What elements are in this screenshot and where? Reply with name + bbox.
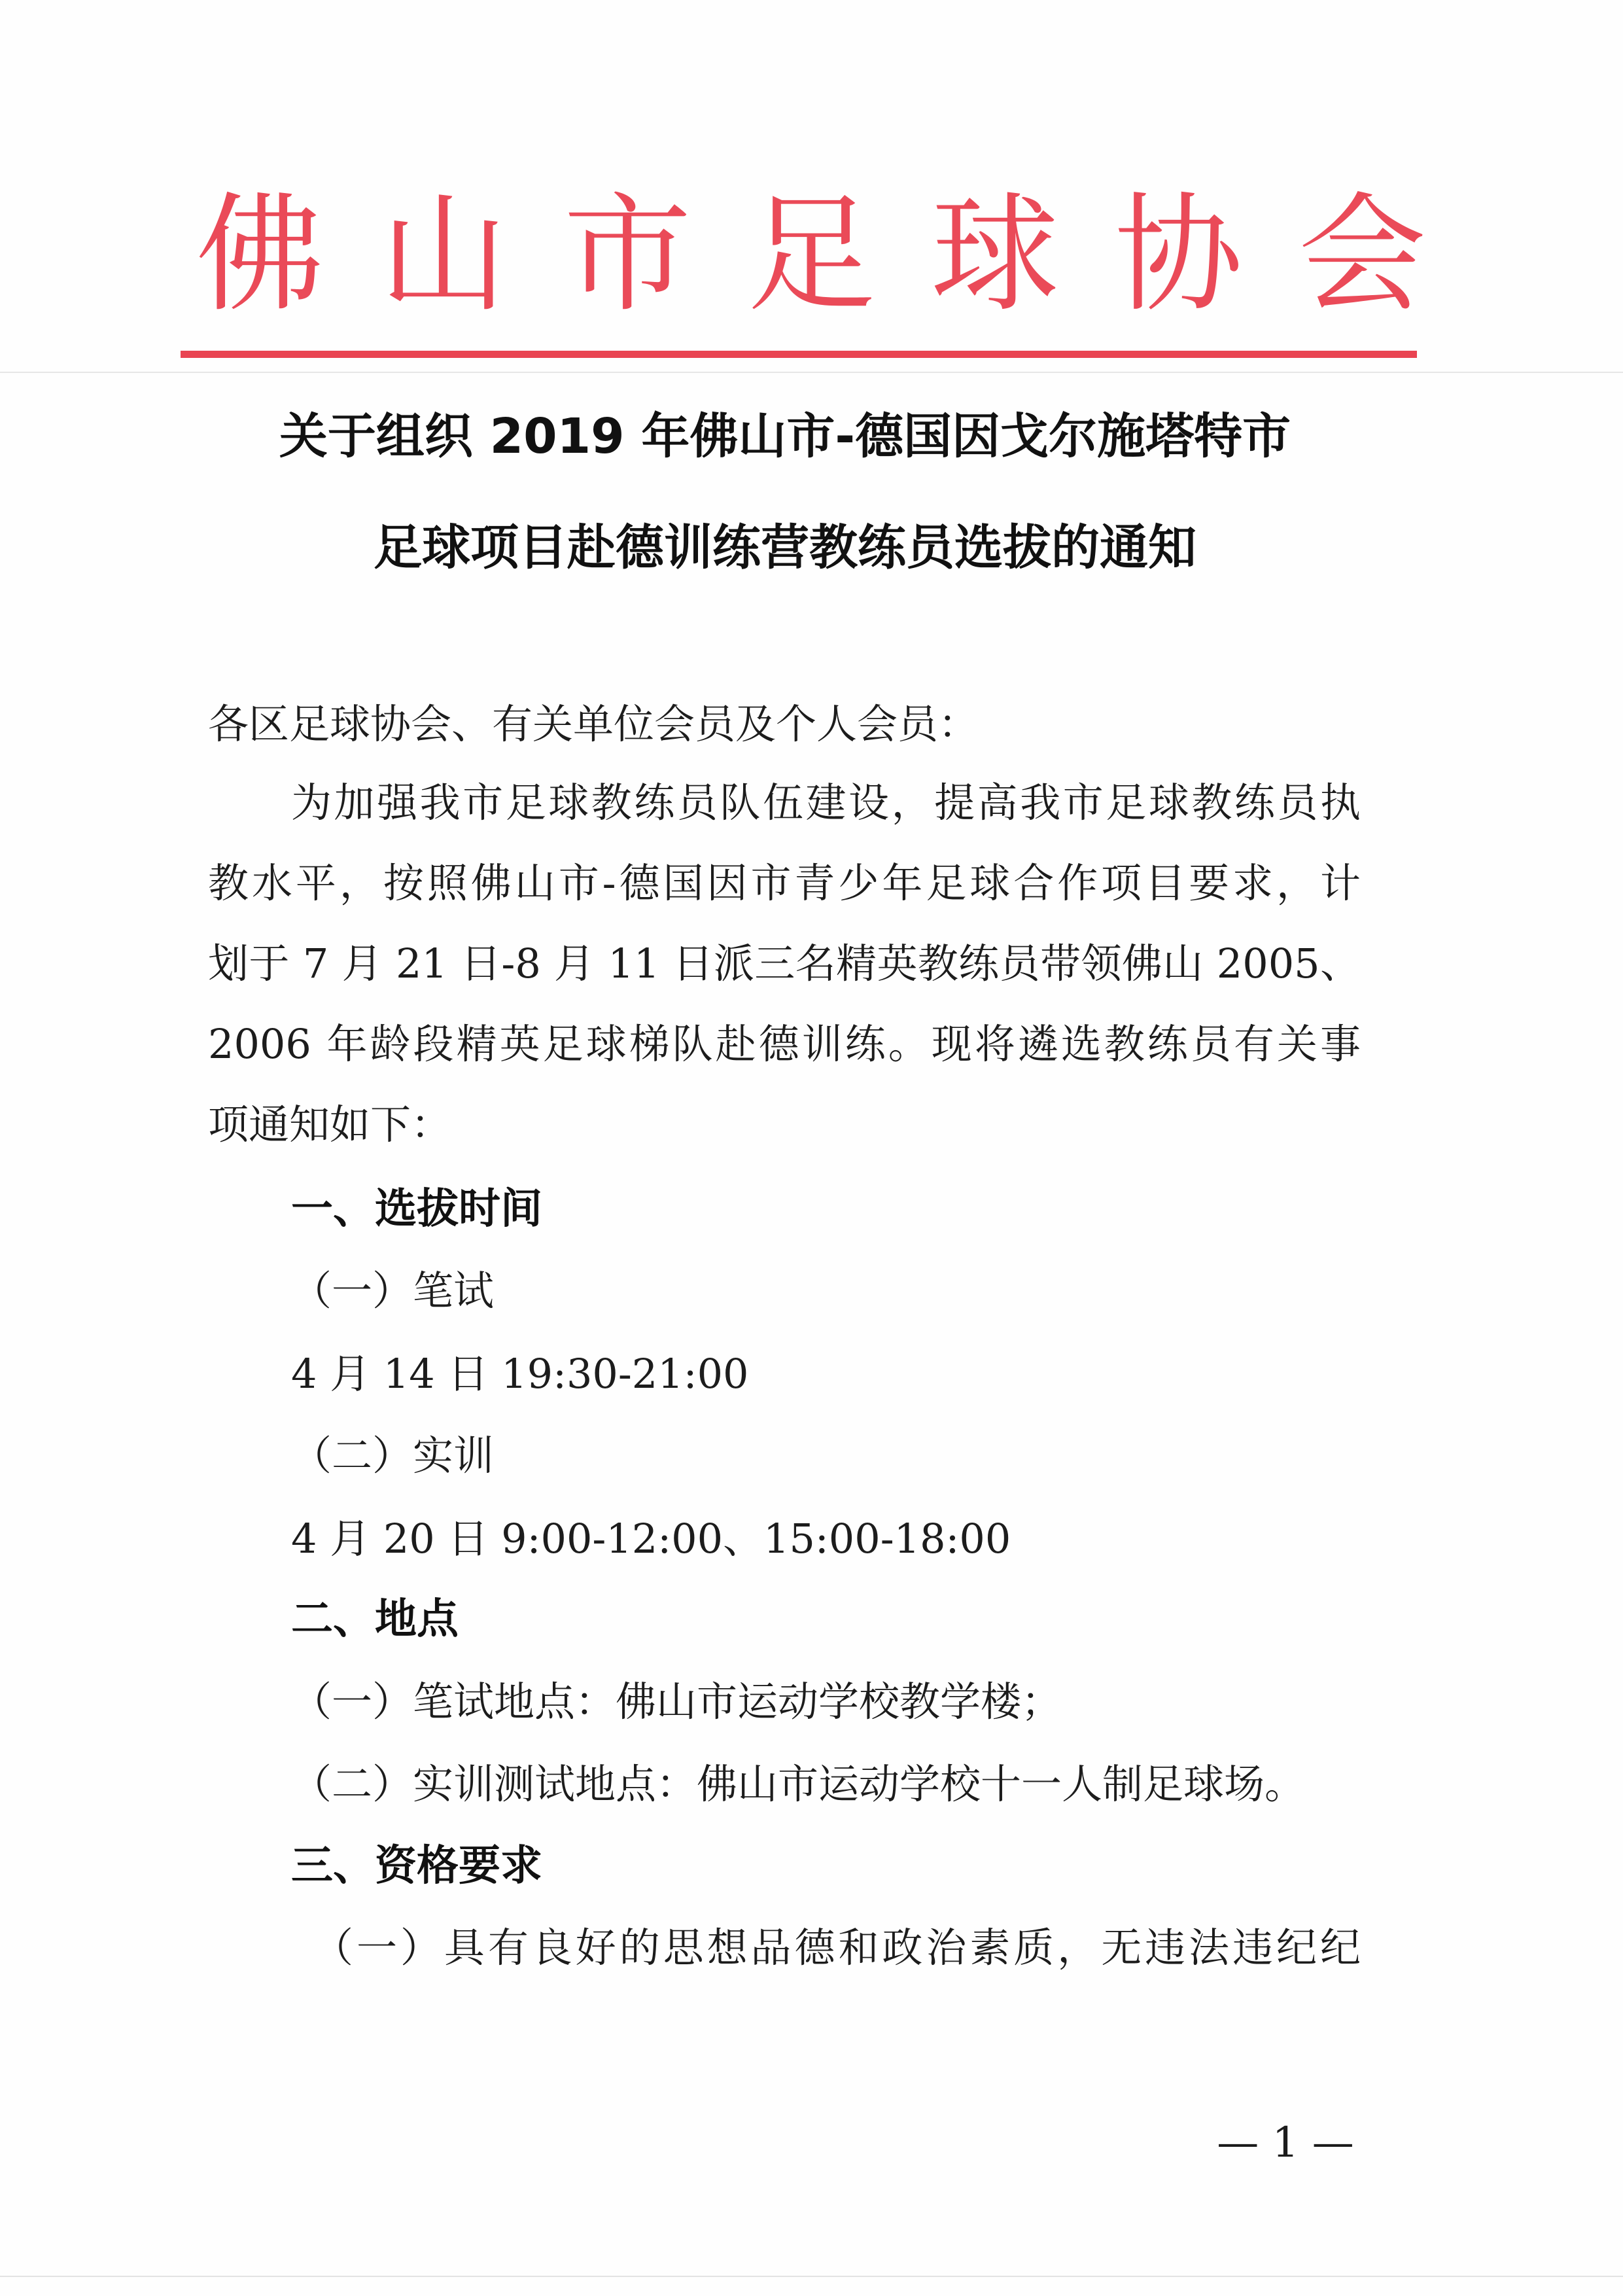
written-exam-label: （一）笔试 [291, 1267, 495, 1315]
page-number: — 1 — [1217, 2119, 1354, 2167]
section-heading-location: 二、地点 [291, 1595, 459, 1644]
intro-paragraph-line: 划于 7 月 21 日-8 月 11 日派三名精英教练员带领佛山 2005、 [208, 940, 1361, 987]
practical-label: （二）实训 [291, 1432, 495, 1479]
document-title-line-1: 关于组织 2019 年佛山市-德国因戈尔施塔特市 [279, 408, 1291, 465]
intro-paragraph-line: 2006 年龄段精英足球梯队赴德训练。现将遴选教练员有关事 [208, 1020, 1361, 1068]
practical-time: 4 月 20 日 9:00-12:00、15:00-18:00 [291, 1515, 1011, 1563]
letterhead-char: 市 [563, 181, 692, 330]
section-heading-selection-time: 一、选拔时间 [291, 1185, 542, 1233]
letterhead-char: 足 [746, 181, 875, 330]
letterhead-char: 佛 [196, 181, 324, 330]
letterhead-red-rule [181, 351, 1417, 358]
location-item: （一）笔试地点：佛山市运动学校教学楼； [291, 1678, 1062, 1725]
letterhead-char: 山 [379, 181, 508, 330]
letterhead-char: 协 [1114, 181, 1243, 330]
document-title-line-2: 足球项目赴德训练营教练员选拔的通知 [374, 520, 1196, 576]
qualification-item: （一）具有良好的思想品德和政治素质，无违法违纪纪 [313, 1924, 1361, 1971]
written-exam-time: 4 月 14 日 19:30-21:00 [291, 1350, 749, 1398]
letterhead-org-name [190, 177, 1433, 334]
salutation: 各区足球协会、有关单位会员及个人会员： [208, 700, 979, 748]
intro-paragraph-line: 项通知如下： [208, 1101, 452, 1148]
section-heading-qualifications: 三、资格要求 [291, 1842, 542, 1890]
location-item: （二）实训测试地点：佛山市运动学校十一人制足球场。 [291, 1760, 1306, 1808]
scan-bottom-edge [0, 2276, 1623, 2277]
intro-paragraph-line: 教水平，按照佛山市-德国因市青少年足球合作项目要求，计 [208, 859, 1361, 907]
scan-fold-line [0, 372, 1623, 373]
letterhead-char: 会 [1298, 181, 1427, 330]
intro-paragraph-line: 为加强我市足球教练员队伍建设，提高我市足球教练员执 [291, 779, 1361, 826]
letterhead-char: 球 [930, 181, 1059, 330]
